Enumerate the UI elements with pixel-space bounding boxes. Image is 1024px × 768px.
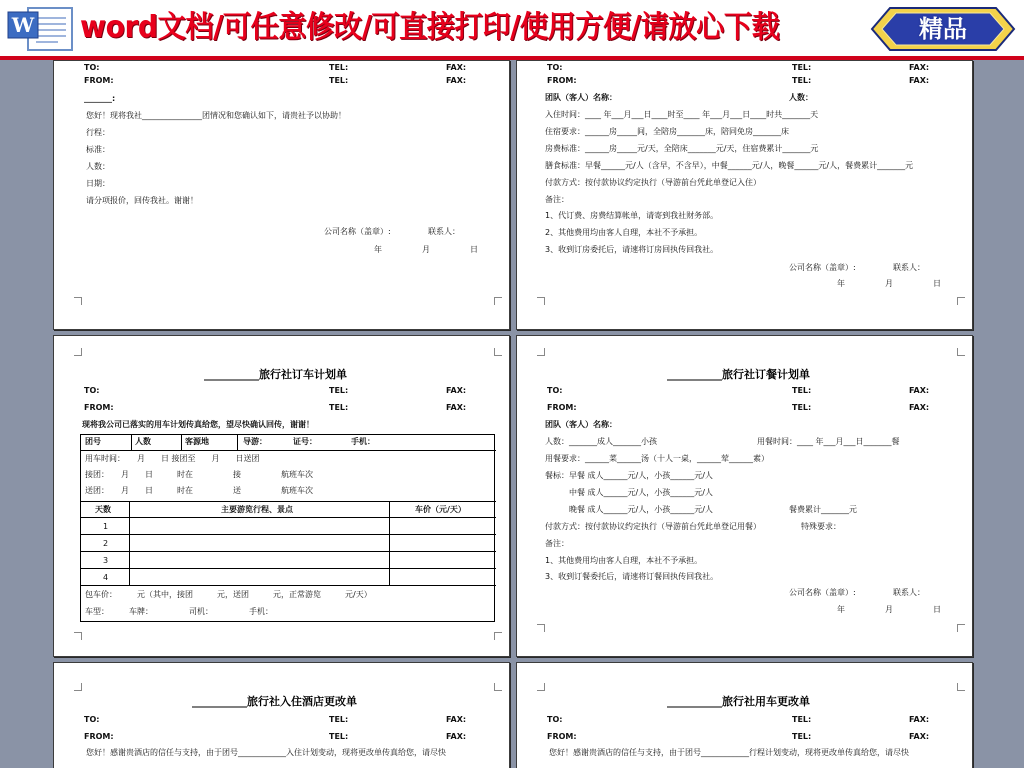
- page-corner-mark: [957, 683, 965, 691]
- payment-line: 付款方式：按付款协议约定执行（导游前台凭此单登记入住）: [545, 178, 761, 187]
- document-page-vehicle-change: [516, 662, 973, 768]
- page-corner-mark: [74, 348, 82, 356]
- contact-label: 联系人：: [893, 588, 925, 597]
- standard-label: 标准：: [86, 145, 110, 154]
- table-rule: [81, 568, 496, 569]
- page-corner-mark: [537, 348, 545, 356]
- page-corner-mark: [494, 297, 502, 305]
- from-label: FROM:: [547, 403, 577, 412]
- date-fields: 年 月 日: [374, 245, 478, 254]
- usetime-line: 用车时间： 月 日 接团至 月 日送团: [85, 454, 260, 463]
- form-title: __________旅行社用车更改单: [667, 695, 810, 708]
- col-header: 车价（元/天）: [415, 505, 466, 514]
- banner-headline: word文档/可任意修改/可直接打印/使用方便/请放心下载: [80, 10, 780, 45]
- page-corner-mark: [74, 683, 82, 691]
- document-page-hotel-booking: [516, 60, 973, 330]
- meal-total-line: 餐费累计_______元: [789, 505, 857, 514]
- date-label: 日期：: [86, 179, 110, 188]
- room-rate-line: 房费标准：______房_____元/天，全陪床_______元/天，住宿费累计_______元: [545, 144, 819, 153]
- notes-label: 备注：: [545, 539, 569, 548]
- contact-label: 联系人：: [893, 263, 925, 272]
- table-rule: [81, 450, 496, 451]
- fax-label: FAX:: [909, 732, 930, 741]
- from-label: FROM:: [547, 732, 577, 741]
- page-corner-mark: [494, 683, 502, 691]
- table-rule: [81, 534, 496, 535]
- vehicle-info-line: 车型： 车牌： 司机： 手机：: [85, 607, 273, 616]
- table-rule: [181, 435, 182, 450]
- from-label: FROM:: [84, 403, 114, 412]
- table-rule: [129, 501, 130, 585]
- document-page-inquiry: [53, 60, 510, 330]
- col-header: 天数: [95, 505, 111, 514]
- tel-label: TEL:: [792, 403, 812, 412]
- contact-label: 联系人：: [428, 227, 460, 236]
- note-item: 2、其他费用均由客人自理，本社不予承担。: [545, 228, 703, 237]
- tel-label: TEL:: [792, 76, 812, 85]
- intro-line: 您好！现将我社_______________团情况和您确认如下，请贵社予以协助！: [86, 111, 346, 120]
- charter-price-line: 包车价： 元（其中，接团 元，送团 元，正常游览 元/天）: [85, 590, 372, 599]
- date-fields: 年 月 日: [837, 605, 941, 614]
- tel-label: TEL:: [792, 715, 812, 724]
- dropoff-line: 送团： 月 日 时在 送 航班车次: [85, 486, 313, 495]
- form-title: __________旅行社订餐计划单: [667, 368, 810, 381]
- table-rule: [131, 435, 132, 450]
- fax-label: FAX:: [446, 732, 467, 741]
- page-corner-mark: [494, 632, 502, 640]
- col-header: 客源地: [185, 437, 209, 446]
- page-corner-mark: [494, 348, 502, 356]
- note-item: 3、收到订餐委托后，请速将订餐回执传回我社。: [545, 572, 719, 581]
- fax-label: FAX:: [446, 403, 467, 412]
- col-header: 团号: [85, 437, 101, 446]
- company-stamp-label: 公司名称（盖章）:: [324, 227, 391, 236]
- page-corner-mark: [74, 297, 82, 305]
- fax-label: FAX:: [909, 715, 930, 724]
- document-page-meal-plan: [516, 335, 973, 657]
- closing-line: 请分项报价，回传我社。谢谢！: [86, 196, 198, 205]
- col-header: 证号：: [293, 437, 317, 446]
- notes-label: 备注：: [545, 195, 569, 204]
- form-title: __________旅行社入住酒店更改单: [192, 695, 357, 708]
- group-name-label: 团队（客人）名称：: [545, 420, 617, 429]
- page-corner-mark: [957, 297, 965, 305]
- date-fields: 年 月 日: [837, 279, 941, 288]
- company-stamp-label: 公司名称（盖章）:: [789, 263, 856, 272]
- tel-label: TEL:: [792, 732, 812, 741]
- checkin-line: 入住时间：____ 年___月___日____时至____ 年___月___日____时共_______天: [545, 110, 819, 119]
- fax-label: FAX:: [446, 715, 467, 724]
- lodging-line: 住宿要求：______房_____间，全陪房_______床，陪同免房_______床: [545, 127, 789, 136]
- table-row: 2: [103, 539, 109, 548]
- pickup-line: 接团： 月 日 时在 接 航班车次: [85, 470, 313, 479]
- special-requirement-label: 特殊要求：: [801, 522, 841, 531]
- table-row: 1: [103, 522, 109, 531]
- badge-label: 精品: [919, 15, 967, 43]
- table-rule: [81, 551, 496, 552]
- breakfast-line: 早餐 成人______元/人，小孩______元/人: [569, 471, 713, 480]
- note-item: 1、其他费用均由客人自理，本社不予承担。: [545, 556, 703, 565]
- group-name-label: 团队（客人）名称：: [545, 93, 617, 102]
- body-line: 您好！感谢贵酒店的信任与支持，由于团号____________入住计划变动，现将更改单传真给您，请尽快: [86, 748, 446, 757]
- tel-label: TEL:: [329, 386, 349, 395]
- table-rule: [81, 501, 496, 502]
- word-document-icon: [6, 4, 76, 54]
- headcount-line: 人数：_______成人_______小孩: [545, 437, 657, 446]
- note-item: 1、代订费、房费结算帐单，请寄到我社财务部。: [545, 211, 719, 220]
- tel-label: TEL:: [329, 76, 349, 85]
- tel-label: TEL:: [329, 715, 349, 724]
- table-row: 3: [103, 556, 109, 565]
- meal-standard-label: 餐标：: [545, 471, 569, 480]
- to-label: TO:: [84, 715, 100, 724]
- page-corner-mark: [537, 683, 545, 691]
- fax-label: FAX:: [446, 386, 467, 395]
- fax-label: FAX:: [909, 76, 930, 85]
- table-row: 4: [103, 573, 109, 582]
- svg-text:W: W: [11, 13, 35, 37]
- page-corner-mark: [957, 624, 965, 632]
- page-corner-mark: [537, 624, 545, 632]
- to-label: TO:: [84, 386, 100, 395]
- dinner-line: 晚餐 成人______元/人，小孩______元/人: [569, 505, 713, 514]
- table-rule: [81, 517, 496, 518]
- col-header: 人数: [135, 437, 151, 446]
- table-rule: [81, 585, 496, 586]
- from-label: FROM:: [547, 76, 577, 85]
- intro-line: 现将我公司已落实的用车计划传真给您，望尽快确认回传，谢谢！: [82, 420, 314, 429]
- fax-label: FAX:: [446, 63, 467, 72]
- body-line: 您好！感谢贵酒店的信任与支持，由于团号____________行程计划变动，现将更改单传真给您，请尽快: [549, 748, 909, 757]
- from-label: FROM:: [84, 76, 114, 85]
- tel-label: TEL:: [329, 403, 349, 412]
- table-rule: [389, 501, 390, 585]
- document-page-hotel-change: [53, 662, 510, 768]
- table-rule: [237, 435, 238, 450]
- to-label: TO:: [547, 63, 563, 72]
- page-corner-mark: [537, 297, 545, 305]
- page-corner-mark: [957, 348, 965, 356]
- meal-requirement-line: 用餐要求：______菜______汤（十人一桌，______荤______素）: [545, 454, 769, 463]
- headcount-label: 人数：: [789, 93, 813, 102]
- document-page-vehicle-plan: [53, 335, 510, 657]
- to-label: TO:: [547, 715, 563, 724]
- fax-label: FAX:: [909, 63, 930, 72]
- promo-banner: [0, 0, 1024, 60]
- from-label: FROM:: [84, 732, 114, 741]
- col-header: 主要游览行程、景点: [221, 505, 293, 514]
- payment-line: 付款方式：按付款协议约定执行（导游前台凭此单登记用餐）: [545, 522, 761, 531]
- fax-label: FAX:: [446, 76, 467, 85]
- fax-label: FAX:: [909, 386, 930, 395]
- tel-label: TEL:: [329, 63, 349, 72]
- meal-standard-line: 膳食标准：早餐______元/人（含早，不含早），中餐______元/人，晚餐______元/人，餐费累计_______元: [545, 161, 914, 170]
- people-label: 人数：: [86, 162, 110, 171]
- mealtime-line: 用餐时间：____ 年___月___日_______餐: [757, 437, 900, 446]
- tel-label: TEL:: [329, 732, 349, 741]
- to-label: TO:: [84, 63, 100, 72]
- to-label: TO:: [547, 386, 563, 395]
- tel-label: TEL:: [792, 63, 812, 72]
- form-title: __________旅行社订车计划单: [204, 368, 347, 381]
- col-header: 导游：: [243, 437, 267, 446]
- vehicle-plan-table: [80, 434, 495, 622]
- premium-badge: [868, 4, 1018, 54]
- tel-label: TEL:: [792, 386, 812, 395]
- note-item: 3、收到订房委托后，请速将订房回执传回我社。: [545, 245, 719, 254]
- itinerary-label: 行程：: [86, 128, 110, 137]
- salutation: _______:: [84, 94, 116, 103]
- col-header: 手机：: [351, 437, 375, 446]
- lunch-line: 中餐 成人______元/人，小孩______元/人: [569, 488, 713, 497]
- fax-label: FAX:: [909, 403, 930, 412]
- page-corner-mark: [74, 632, 82, 640]
- company-stamp-label: 公司名称（盖章）:: [789, 588, 856, 597]
